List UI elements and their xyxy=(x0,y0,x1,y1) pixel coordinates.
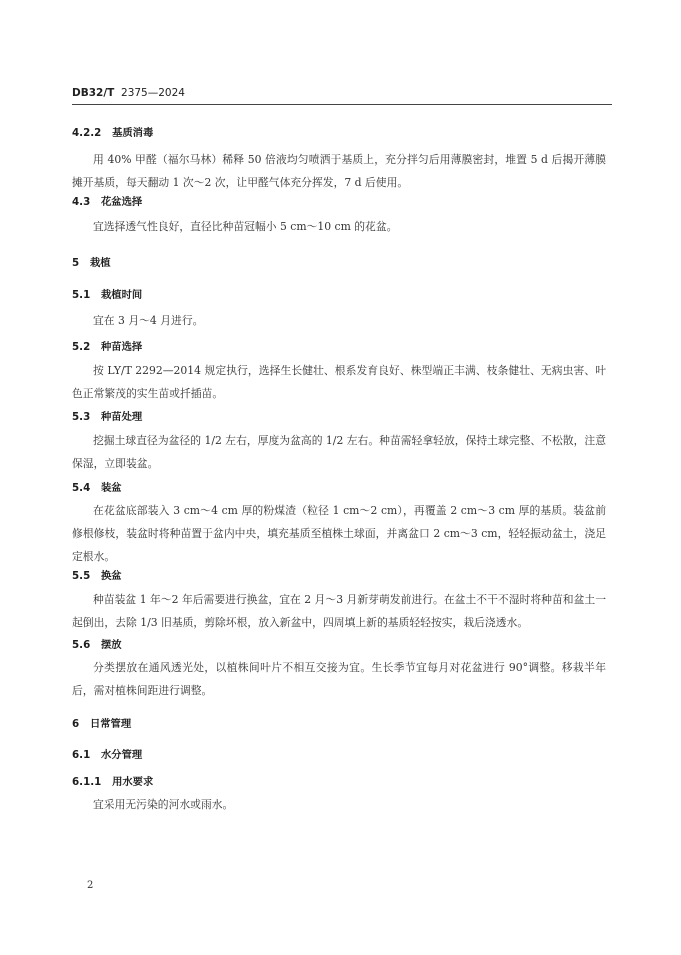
section-heading-5-4 xyxy=(72,479,122,494)
section-heading-4-2-2 xyxy=(72,124,153,139)
standard-number: 2375—2024 xyxy=(121,87,185,99)
paragraph-substrate-disinfection: 用 40% 甲醛（福尔马林）稀释 50 倍液均匀喷洒于基质上，充分拌匀后用薄膜密封，堆置 5 d 后揭开薄膜摊开基质，每天翻动 1 次～2 次，让甲醛气体充分挥发，7 d 后使用。 xyxy=(72,153,606,189)
standard-prefix: DB32/T xyxy=(72,87,115,99)
section-title: 种苗处理 xyxy=(101,411,143,423)
section-title: 基质消毒 xyxy=(112,127,154,139)
paragraph-repotting: 种苗装盆 1 年～2 年后需要进行换盆，宜在 2 月～3 月新芽萌发前进行。在盆土不干不湿时将种苗和盆土一起倒出，去除 1/3 旧基质，剪除坏根，放入新盆中，四周填上新的基质轻轻按实，栽后浇透水。 xyxy=(72,593,606,629)
section-title: 用水要求 xyxy=(112,776,154,788)
section-heading-5-6 xyxy=(72,636,122,651)
section-number: 5.1 xyxy=(72,289,91,301)
section-title: 花盆选择 xyxy=(101,196,143,208)
section-heading-5-5 xyxy=(72,567,122,582)
section-number: 5.4 xyxy=(72,482,91,494)
section-number: 5 xyxy=(72,257,80,269)
section-heading-6-1-1 xyxy=(72,773,153,788)
section-number: 5.5 xyxy=(72,570,91,582)
section-title: 换盆 xyxy=(101,570,122,582)
section-title: 装盆 xyxy=(101,482,122,494)
document-header xyxy=(72,87,185,99)
paragraph-potting: 在花盆底部装入 3 cm～4 cm 厚的粉煤渣（粒径 1 cm～2 cm），再覆盖 2 cm～3 cm 厚的基质。装盆前修根修枝，装盆时将种苗置于盆内中央，填充基质至植株土球面，并离盆口 2 cm～3 cm，轻轻振动盆土，浇足定根水。 xyxy=(72,504,606,563)
paragraph-placement: 分类摆放在通风透光处，以植株间叶片不相互交接为宜。生长季节宜每月对花盆进行 90°调整。移栽半年后，需对植株间距进行调整。 xyxy=(72,661,606,697)
section-title: 栽植时间 xyxy=(101,289,143,301)
section-heading-6-1 xyxy=(72,746,142,761)
section-title: 种苗选择 xyxy=(101,341,143,353)
paragraph-water-requirement: 宜采用无污染的河水或雨水。 xyxy=(93,798,234,811)
section-number: 5.6 xyxy=(72,639,91,651)
section-number: 6 xyxy=(72,718,80,730)
section-number: 6.1.1 xyxy=(72,776,102,788)
paragraph-pot-selection: 宜选择透气性良好，直径比种苗冠幅小 5 cm～10 cm 的花盆。 xyxy=(93,220,398,233)
header-divider xyxy=(72,104,612,105)
section-title: 栽植 xyxy=(89,257,111,269)
section-title: 摆放 xyxy=(101,639,122,651)
paragraph-seedling-selection: 按 LY/T 2292—2014 规定执行，选择生长健壮、根系发育良好、株型端正丰满、枝条健壮、无病虫害、叶色正常繁茂的实生苗或扦插苗。 xyxy=(72,364,606,400)
section-heading-5-2 xyxy=(72,338,142,353)
section-title: 水分管理 xyxy=(101,749,143,761)
section-heading-5 xyxy=(72,254,111,269)
section-number: 5.2 xyxy=(72,341,91,353)
section-number: 6.1 xyxy=(72,749,91,761)
section-heading-5-1 xyxy=(72,286,142,301)
page-number: 2 xyxy=(87,880,94,891)
section-heading-4-3 xyxy=(72,193,142,208)
section-heading-6 xyxy=(72,715,131,730)
paragraph-planting-time: 宜在 3 月～4 月进行。 xyxy=(93,314,204,327)
paragraph-seedling-treatment: 挖掘土球直径为盆径的 1/2 左右，厚度为盆高的 1/2 左右。种苗需轻拿轻放，保持土球完整、不松散，注意保湿，立即装盆。 xyxy=(72,434,606,470)
section-number: 4.2.2 xyxy=(72,127,102,139)
section-number: 5.3 xyxy=(72,411,91,423)
section-heading-5-3 xyxy=(72,408,142,423)
section-number: 4.3 xyxy=(72,196,91,208)
section-title: 日常管理 xyxy=(89,718,132,730)
